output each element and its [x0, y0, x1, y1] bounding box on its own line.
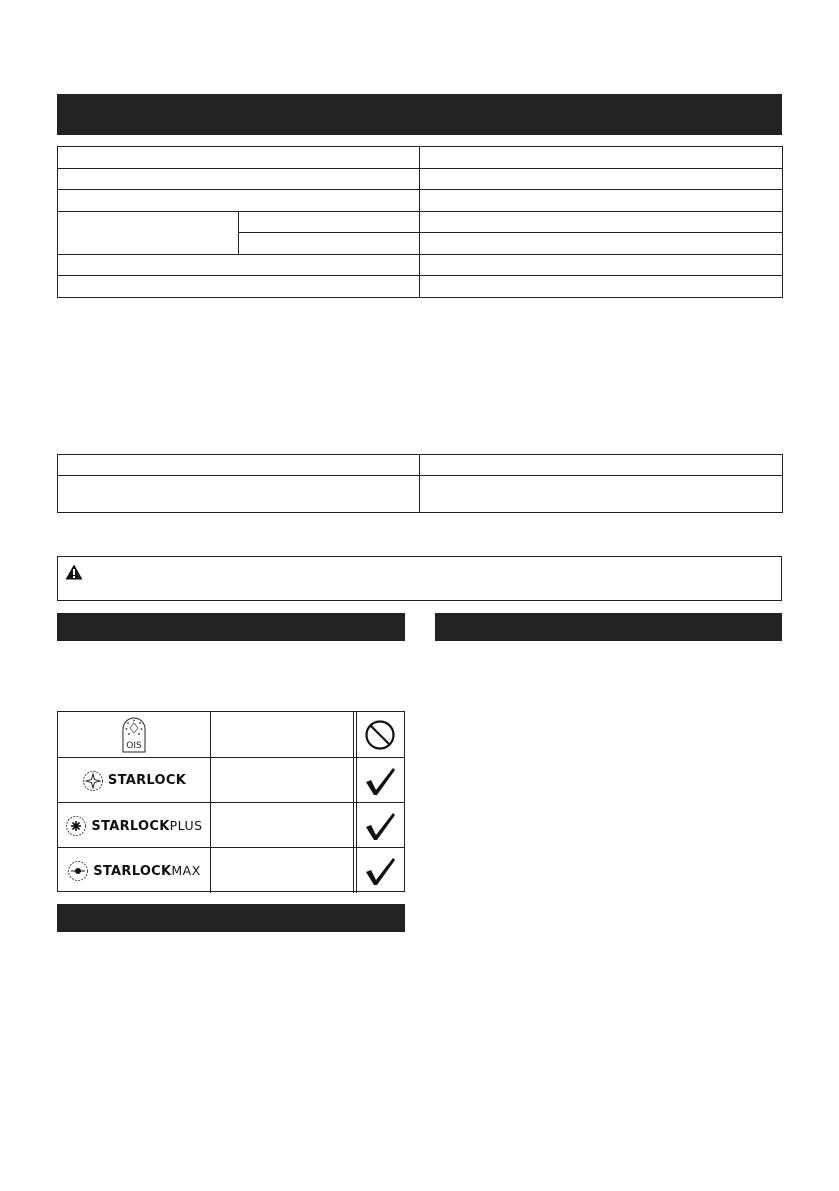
- specifications-table: [57, 146, 783, 298]
- table-row: [58, 190, 783, 212]
- starlock-max-brand-text: STARLOCKMAX: [93, 862, 201, 879]
- title-banner: [57, 94, 782, 135]
- table-row: [58, 168, 783, 190]
- plus-suffix: PLUS: [169, 817, 203, 833]
- section-bar-right: [435, 613, 782, 641]
- starlock-max-icon: [67, 860, 89, 882]
- starlock-plus-brand-text: STARLOCKPLUS: [91, 817, 203, 834]
- starlock-brand-text: STARLOCK: [107, 773, 187, 788]
- table-row: [58, 254, 783, 276]
- max-suffix: MAX: [171, 862, 201, 878]
- warning-box: [57, 556, 782, 601]
- prohibited-icon: [364, 719, 396, 751]
- battery-table: [57, 454, 783, 513]
- section-bar-left: [57, 613, 405, 641]
- section-bar-left-lower: [57, 904, 405, 932]
- table-row: [58, 847, 404, 893]
- table-row: [58, 455, 783, 476]
- check-icon: [363, 810, 397, 842]
- starlock-icon: [82, 770, 104, 792]
- table-row: [58, 211, 783, 233]
- accessory-compatibility-table: [57, 711, 405, 892]
- table-row: [58, 276, 783, 298]
- table-row: [58, 757, 404, 803]
- warning-triangle-icon: [65, 564, 83, 580]
- table-row: [58, 802, 404, 848]
- ois-icon: [121, 717, 147, 753]
- starlock-plus-icon: [65, 815, 87, 837]
- check-icon: [363, 855, 397, 887]
- table-row: [58, 712, 404, 757]
- check-icon: [363, 765, 397, 797]
- ois-label: OIS: [126, 740, 142, 751]
- table-row: [58, 147, 783, 169]
- table-row: [58, 476, 783, 513]
